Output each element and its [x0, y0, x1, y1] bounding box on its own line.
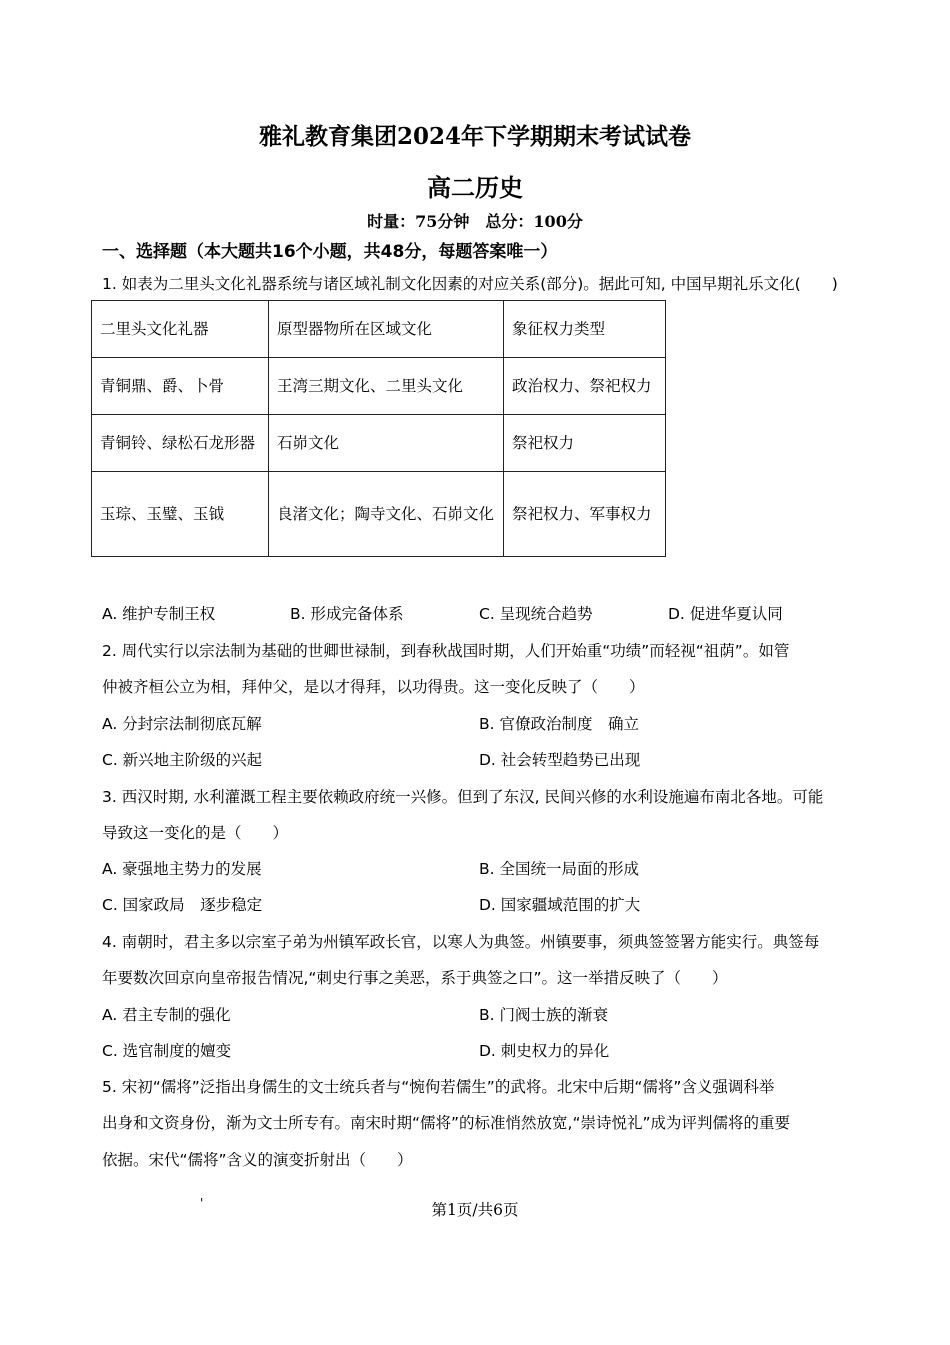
q5-stem-line1: 5. 宋初“儒将”泛指出身儒生的文士统兵者与“惋佝若儒生”的武将。北宋中后期“儒将”含义强调科举 — [102, 1078, 775, 1096]
q1-stem: 1. 如表为二里头文化礼器系统与诸区域礼制文化因素的对应关系(部分)。据此可知, 中国早期礼乐文化( ) — [102, 275, 838, 293]
table-header-row — [92, 301, 666, 358]
q2-stem-line1: 2. 周代实行以宗法制为基础的世卿世禄制，到春秋战国时期，人们开始重“功绩”而轻视“祖荫”。如管 — [102, 642, 790, 660]
table-cell: 祭祀权力、军事权力 — [504, 472, 666, 557]
table-header-cell: 二里头文化礼器 — [92, 301, 269, 358]
q2-option-b: B. 官僚政治制度 确立 — [479, 715, 639, 733]
table-row — [92, 358, 666, 415]
q1-table — [91, 300, 666, 557]
q3-stem-line1: 3. 西汉时期, 水利灌溉工程主要依赖政府统一兴修。但到了东汉, 民间兴修的水利设施遍布南北各地。可能 — [102, 788, 824, 806]
q4-option-b: B. 门阀士族的渐衰 — [479, 1006, 608, 1024]
q3-option-c: C. 国家政局 逐步稳定 — [102, 896, 263, 914]
stray-mark: ' — [200, 1196, 204, 1210]
q3-stem-line2: 导致这一变化的是（ ） — [102, 824, 289, 842]
table-cell: 祭祀权力 — [504, 415, 666, 472]
q1-option-d: D. 促进华夏认同 — [668, 605, 783, 623]
page-number: 第1页/共6页 — [431, 1201, 519, 1219]
table-cell: 玉琮、玉璧、玉钺 — [92, 472, 269, 557]
q3-option-b: B. 全国统一局面的形成 — [479, 860, 639, 878]
table-cell: 良渚文化；陶寺文化、石峁文化 — [269, 472, 504, 557]
exam-meta: 时量：75分钟 总分：100分 — [367, 212, 583, 231]
q1-option-a: A. 维护专制王权 — [102, 605, 216, 623]
q3-option-d: D. 国家疆域范围的扩大 — [479, 896, 641, 914]
table-row — [92, 472, 666, 557]
table-cell: 王湾三期文化、二里头文化 — [269, 358, 504, 415]
q2-option-d: D. 社会转型趋势已出现 — [479, 751, 641, 769]
table-cell: 青铜鼎、爵、卜骨 — [92, 358, 269, 415]
q5-stem-line3: 依据。宋代“儒将”含义的演变折射出（ ） — [102, 1151, 413, 1169]
q4-option-c: C. 选官制度的嬗变 — [102, 1042, 232, 1060]
q3-option-a: A. 豪强地主势力的发展 — [102, 860, 262, 878]
table-header-cell: 原型器物所在区域文化 — [269, 301, 504, 358]
q4-stem-line1: 4. 南朝时，君主多以宗室子弟为州镇军政长官，以寒人为典签。州镇要事，须典签签署方能实行。典签每 — [102, 933, 820, 951]
table-cell: 政治权力、祭祀权力 — [504, 358, 666, 415]
q2-option-a: A. 分封宗法制彻底瓦解 — [102, 715, 262, 733]
q1-option-c: C. 呈现统合趋势 — [479, 605, 593, 623]
q4-stem-line2: 年要数次回京向皇帝报告情况,“刺史行事之美恶，系于典签之口”。这一举措反映了（ ） — [102, 969, 728, 987]
q2-stem-line2: 仲被齐桓公立为相，拜仲父，是以才得拜，以功得贵。这一变化反映了（ ） — [102, 678, 645, 696]
q1-option-b: B. 形成完备体系 — [290, 605, 404, 623]
table-cell: 青铜铃、绿松石龙形器 — [92, 415, 269, 472]
q2-option-c: C. 新兴地主阶级的兴起 — [102, 751, 263, 769]
table-cell: 石峁文化 — [269, 415, 504, 472]
q5-stem-line2: 出身和文资身份，渐为文士所专有。南宋时期“儒将”的标准悄然放宽,“崇诗悦礼”成为评判儒将的重要 — [102, 1114, 791, 1132]
q4-option-a: A. 君主专制的强化 — [102, 1006, 231, 1024]
exam-title: 雅礼教育集团2024年下学期期末考试试卷 — [258, 123, 691, 150]
table-row — [92, 415, 666, 472]
section-heading: 一、选择题（本大题共16个小题，共48分，每题答案唯一） — [102, 242, 558, 262]
exam-subject: 高二历史 — [427, 173, 523, 202]
table-header-cell: 象征权力类型 — [504, 301, 666, 358]
q4-option-d: D. 刺史权力的异化 — [479, 1042, 610, 1060]
